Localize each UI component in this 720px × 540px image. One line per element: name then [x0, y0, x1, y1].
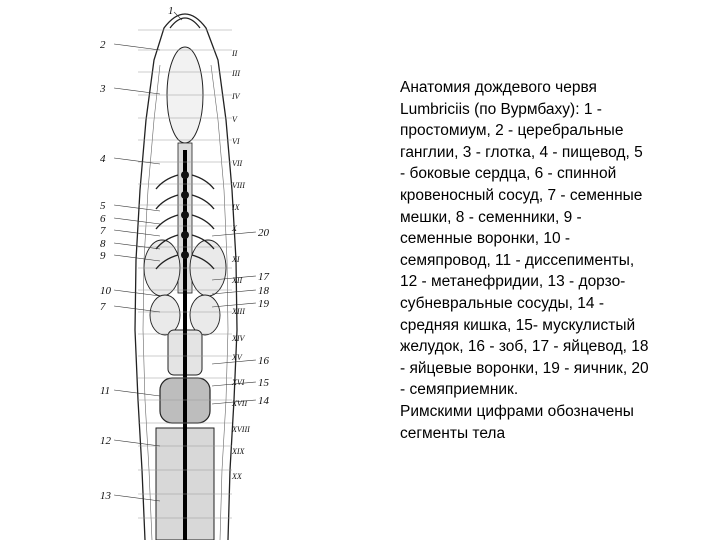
- segment-numeral: XI: [232, 255, 240, 264]
- leader-line: [114, 218, 160, 224]
- segment-numeral: III: [232, 69, 240, 78]
- label-number: 1: [168, 5, 174, 17]
- heart-node: [181, 231, 189, 239]
- label-number: 16: [258, 355, 269, 367]
- segment-numeral: X: [232, 224, 237, 233]
- leader-line: [174, 12, 182, 20]
- segment-numeral: XIII: [232, 307, 245, 316]
- segment-numeral: XX: [232, 472, 242, 481]
- heart-node: [181, 171, 189, 179]
- segment-numeral: IX: [232, 203, 240, 212]
- segment-numeral: XVI: [232, 378, 245, 387]
- leader-line: [114, 158, 160, 164]
- seminal-vesicle-left-2: [150, 295, 180, 335]
- label-number: 6: [100, 213, 106, 225]
- segment-numeral: VIII: [232, 181, 245, 190]
- prostomium: [170, 18, 200, 28]
- earthworm-anatomy-figure: [80, 0, 300, 540]
- label-number: 10: [100, 285, 111, 297]
- segment-numeral: VI: [232, 137, 240, 146]
- segment-numeral: V: [232, 115, 237, 124]
- label-number: 8: [100, 238, 106, 250]
- segment-numeral: XII: [232, 276, 243, 285]
- segment-numeral: XIX: [232, 447, 245, 456]
- label-number: 4: [100, 153, 106, 165]
- label-number: 11: [100, 385, 111, 397]
- segment-numeral: II: [232, 49, 238, 58]
- label-number: 18: [258, 285, 269, 297]
- label-number: 3: [100, 83, 106, 95]
- segment-numeral: VII: [232, 159, 243, 168]
- seminal-vesicle-right-2: [190, 295, 220, 335]
- segment-numeral: XV: [232, 353, 242, 362]
- heart-node: [181, 211, 189, 219]
- label-number: 17: [258, 271, 269, 283]
- caption-note: Римскими цифрами обозначены сегменты тела: [400, 402, 634, 442]
- label-number: 7: [100, 301, 106, 313]
- label-number: 7: [100, 225, 106, 237]
- segment-numeral: XVIII: [232, 425, 250, 434]
- label-number: 14: [258, 395, 269, 407]
- label-number: 13: [100, 490, 111, 502]
- leader-line: [114, 440, 160, 446]
- leader-line: [114, 495, 160, 501]
- leader-line: [114, 88, 160, 94]
- caption-main-text: Анатомия дождевого червя Lumbriciis (по Вурмбаху): 1 - простомиум, 2 - церебральные ганглии, 3 - глотка, 4 - пищевод, 5 - боковые сердца, 6 - спинной кровеносный сосуд, 7 - семенные мешки, 8 - семенники, 9 - семенные воронки, 10 - семяпровод, 11 - диссепименты, 12 - метанефридии, 13 - дорзо-субневральные сосуды, 14 - средняя кишка, 15- мускулистый желудок, 16 - зоб, 17 - яйцевод, 18 - яйцевые воронки, 19 - яичник, 20 - семяприемник.: [400, 79, 649, 399]
- heart-node: [181, 191, 189, 199]
- label-number: 20: [258, 227, 269, 239]
- label-number: 15: [258, 377, 269, 389]
- label-number: 2: [100, 39, 106, 51]
- label-number: 12: [100, 435, 111, 447]
- label-number: 5: [100, 200, 106, 212]
- label-number: 19: [258, 298, 269, 310]
- segment-numeral: XVII: [232, 399, 248, 408]
- leader-line: [114, 205, 160, 211]
- segment-numeral: XIV: [232, 334, 245, 343]
- heart-node: [181, 251, 189, 259]
- label-number: 9: [100, 250, 106, 262]
- leader-line: [114, 44, 160, 50]
- caption: [400, 77, 650, 444]
- segment-numeral: IV: [232, 92, 240, 101]
- earthworm-drawing: [80, 0, 300, 540]
